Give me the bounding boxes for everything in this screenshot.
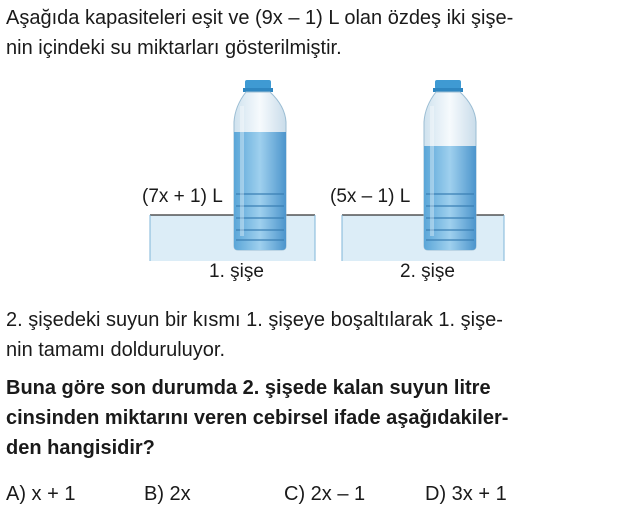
statement-line-1: 2. şişedeki suyun bir kısmı 1. şişeye boşaltılarak 1. şişe- xyxy=(6,309,503,331)
bottle-1 xyxy=(234,80,286,250)
bottle-2-caption: 2. şişe xyxy=(400,261,455,282)
question-line-2: cinsinden miktarını veren cebirsel ifade aşağıdakiler- xyxy=(6,407,509,429)
basin-1 xyxy=(150,215,315,261)
basin-2 xyxy=(342,215,504,261)
intro-line-2: nin içindeki su miktarları gösterilmiştir. xyxy=(6,37,342,59)
question-line-3: den hangisidir? xyxy=(6,437,155,459)
bottle-2 xyxy=(424,80,476,250)
choice-c[interactable]: C) 2x – 1 xyxy=(284,483,366,505)
choice-d[interactable]: D) 3x + 1 xyxy=(425,483,507,505)
choice-b[interactable]: B) 2x xyxy=(144,483,191,505)
bottle-2-volume-label: (5x – 1) L xyxy=(330,186,411,207)
question-line-1: Buna göre son durumda 2. şişede kalan suyun litre xyxy=(6,377,491,399)
intro-line-1: Aşağıda kapasiteleri eşit ve (9x – 1) L olan özdeş iki şişe- xyxy=(6,7,514,29)
bottle-1-volume-label: (7x + 1) L xyxy=(142,186,223,207)
statement-line-2: nin tamamı dolduruluyor. xyxy=(6,339,226,361)
bottle-1-caption: 1. şişe xyxy=(209,261,264,282)
bottles-figure xyxy=(0,76,619,296)
choice-a[interactable]: A) x + 1 xyxy=(6,483,76,505)
